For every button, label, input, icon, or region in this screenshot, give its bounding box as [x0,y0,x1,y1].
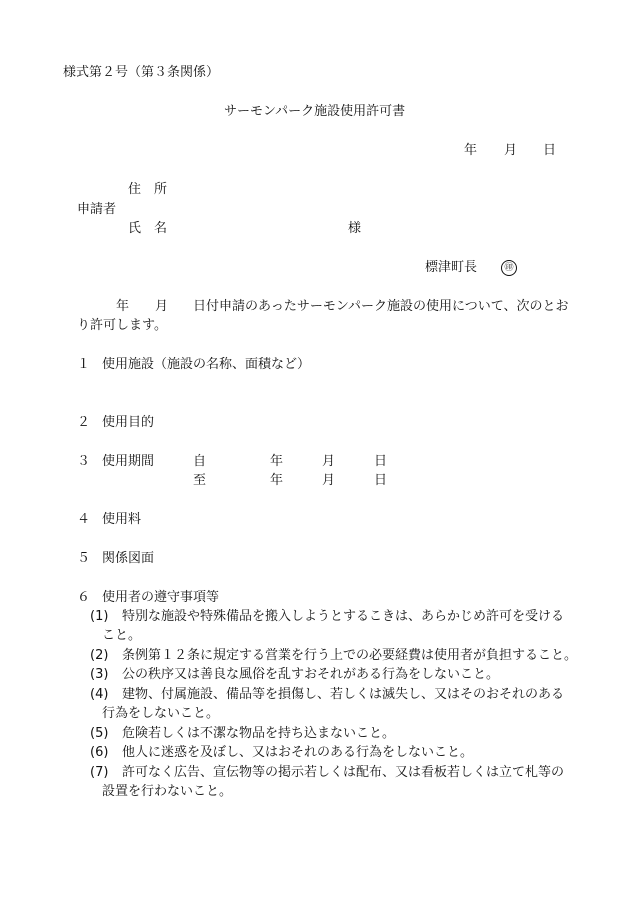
issuer-name: 標津町長 [425,260,478,275]
date-year: 年 [464,143,478,158]
rule-7-line-2: 設置を行わないこと。 [102,784,233,799]
period-from: 自 [193,454,207,469]
form-number: 様式第２号（第３条関係） [63,65,220,80]
period-from-day: 日 [374,454,388,469]
rule-6-number: (6) [90,745,109,760]
section-1-label: 使用施設（施設の名称、面積など） [102,357,311,372]
section-4-number: ４ [77,512,91,527]
honorific: 様 [348,221,362,236]
seal-icon: ㊞ [501,260,517,276]
section-1-number: １ [77,357,91,372]
rule-5-number: (5) [90,726,109,741]
rule-5-line-1: 危険若しくは不潔な物品を持ち込まないこと。 [122,726,396,741]
rule-7-line-1: 許可なく広告、宣伝物等の掲示若しくは配布、又は看板若しくは立て札等の [122,765,565,780]
rule-2-line-1: 条例第１２条に規定する営業を行う上での必要経費は使用者が負担すること。 [122,648,578,663]
rule-1-line-2: こと。 [102,628,142,643]
period-to-day: 日 [374,473,388,488]
section-2-label: 使用目的 [102,415,155,430]
section-3-number: ３ [77,454,91,469]
rule-1-number: (1) [90,609,109,624]
section-5-label: 関係図面 [102,551,155,566]
rule-6-line-1: 他人に迷惑を及ぼし、又はおそれのある行為をしないこと。 [122,745,474,760]
rule-4-number: (4) [90,687,109,702]
date-day: 日 [543,143,557,158]
rule-4-line-1: 建物、付属施設、備品等を損傷し、若しくは滅失し、又はそのおそれのある [122,687,565,702]
rule-7-number: (7) [90,765,109,780]
rule-2-number: (2) [90,648,109,663]
period-to-month: 月 [322,473,336,488]
rule-3-line-1: 公の秩序又は善良な風俗を乱すおそれがある行為をしないこと。 [122,667,500,682]
section-3-label: 使用期間 [102,454,155,469]
period-from-month: 月 [322,454,336,469]
date-month: 月 [504,143,518,158]
section-5-number: ５ [77,551,91,566]
rule-4-line-2: 行為をしないこと。 [102,706,220,721]
seal-mark [501,259,517,277]
name-label: 氏 名 [128,221,168,236]
document-title: サーモンパーク施設使用許可書 [224,104,406,119]
section-6-number: ６ [77,590,91,605]
section-2-number: ２ [77,415,91,430]
section-4-label: 使用料 [102,512,142,527]
section-6-label: 使用者の遵守事項等 [102,590,220,605]
intro-year: 年 [116,299,130,314]
rule-3-number: (3) [90,667,109,682]
period-to-year: 年 [270,473,284,488]
period-to: 至 [193,473,207,488]
intro-month: 月 [155,299,169,314]
intro-line-2: り許可します。 [77,318,167,333]
rule-1-line-1: 特別な施設や特殊備品を搬入しようとするこきは、あらかじめ許可を受ける [122,609,565,624]
period-from-year: 年 [270,454,284,469]
intro-line-1: 日付申請のあったサーモンパーク施設の使用について、次のとお [193,299,569,314]
address-label: 住 所 [128,182,168,197]
applicant-label: 申請者 [77,202,117,217]
